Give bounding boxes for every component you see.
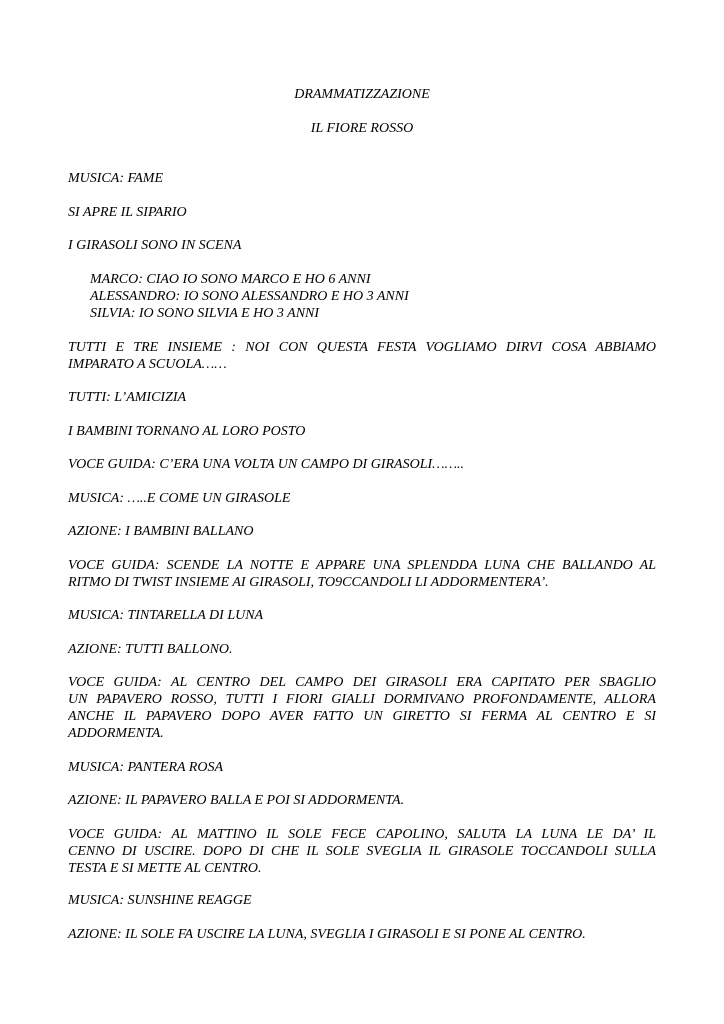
musica-girasole: MUSICA: …..E COME UN GIRASOLE (68, 491, 291, 506)
voce-guida-mattino-paragraph (68, 826, 656, 877)
voce-guida-notte-paragraph (68, 557, 656, 591)
musica-pantera: MUSICA: PANTERA ROSA (68, 760, 224, 775)
paragraph-line: IMPARATO A SCUOLA…… (68, 357, 227, 372)
bambini-tornano: I BAMBINI TORNANO AL LORO POSTO (68, 424, 306, 439)
azione-ballano: AZIONE: I BAMBINI BALLANO (68, 524, 254, 539)
musica-fame: MUSICA: FAME (68, 171, 163, 186)
paragraph-line: TESTA E SI METTE AL CENTRO. (68, 861, 262, 876)
paragraph-line: VOCE GUIDA: SCENDE LA NOTTE E APPARE UNA SPLENDDA LUNA CHE BALLANDO AL (68, 558, 656, 573)
musica-tintarella: MUSICA: TINTARELLA DI LUNA (68, 608, 264, 623)
paragraph-line: VOCE GUIDA: AL MATTINO IL SOLE FECE CAPOLINO, SALUTA LA LUNA LE DA’ IL (68, 827, 656, 842)
azione-papavero: AZIONE: IL PAPAVERO BALLA E POI SI ADDORMENTA. (68, 793, 405, 808)
paragraph-line: TUTTI E TRE INSIEME : NOI CON QUESTA FESTA VOGLIAMO DIRVI COSA ABBIAMO (68, 340, 656, 355)
azione-sole: AZIONE: IL SOLE FA USCIRE LA LUNA, SVEGLIA I GIRASOLI E SI PONE AL CENTRO. (68, 927, 586, 942)
tutti-e-tre-paragraph (68, 339, 656, 373)
document-title: DRAMMATIZZAZIONE (294, 87, 430, 102)
voce-guida-papavero-paragraph (68, 674, 656, 742)
paragraph-line: VOCE GUIDA: AL CENTRO DEL CAMPO DEI GIRASOLI ERA CAPITATO PER SBAGLIO (68, 675, 656, 690)
tutti-amicizia: TUTTI: L’AMICIZIA (68, 390, 187, 405)
document-subtitle: IL FIORE ROSSO (310, 121, 414, 136)
paragraph-line: CENNO DI USCIRE. DOPO DI CHE IL SOLE SVEGLIA IL GIRASOLE TOCCANDOLI SULLA (68, 844, 656, 859)
paragraph-line: UN PAPAVERO ROSSO, TUTTI I FIORI GIALLI DORMIVANO PROFONDAMENTE, ALLORA (68, 692, 656, 707)
azione-ballono: AZIONE: TUTTI BALLONO. (68, 642, 233, 657)
voce-guida-campo: VOCE GUIDA: C’ERA UNA VOLTA UN CAMPO DI GIRASOLI…….. (68, 457, 465, 472)
girasoli-in-scena: I GIRASOLI SONO IN SCENA (68, 238, 242, 253)
musica-sunshine: MUSICA: SUNSHINE REAGGE (68, 893, 252, 908)
intro-marco: MARCO: CIAO IO SONO MARCO E HO 6 ANNI (90, 272, 371, 287)
intro-silvia: SILVIA: IO SONO SILVIA E HO 3 ANNI (90, 306, 320, 321)
paragraph-line: ANCHE IL PAPAVERO DOPO AVER FATTO UN GIRETTO SI FERMA AL CENTRO E SI (68, 709, 656, 724)
si-apre-sipario: SI APRE IL SIPARIO (68, 205, 187, 220)
intro-alessandro: ALESSANDRO: IO SONO ALESSANDRO E HO 3 ANNI (90, 289, 409, 304)
paragraph-line: ADDORMENTA. (68, 726, 164, 741)
paragraph-line: RITMO DI TWIST INSIEME AI GIRASOLI, TO9CCANDOLI LI ADDORMENTERA’. (68, 575, 549, 590)
